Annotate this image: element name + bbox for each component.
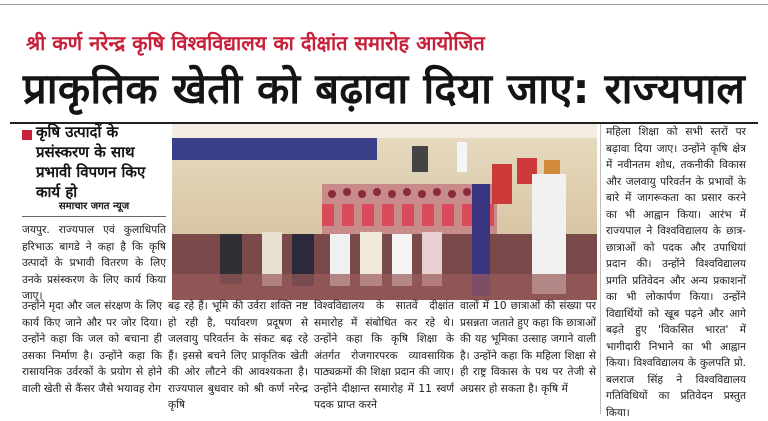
side-title: कृषि उत्पादों के प्रसंस्करण के साथ प्रभावी विपणन किए कार्य हो — [36, 123, 146, 201]
intro-paragraph: जयपुर. राज्यपाल एवं कुलाधिपति हरिभाऊ बागडे ने कहा है कि कृषि उत्पादों के प्रभावी वितरण के लिए उनके प्रसंस्करण के लिए कार्य किया जाए। — [22, 224, 166, 302]
right-column-paragraph: महिला शिक्षा को सभी स्तरों पर बढ़ावा दिया जाए। उन्होंने कृषि क्षेत्र में नवीनतम शोध, तकनीकी विकास और जलवायु परिवर्तन के प्रभावों के बारे में जागरूकता का प्रसार करने का भी आह्वान किया। आरंभ में राज्यपाल ने विश्वविद्यालय के छात्र-छात्राओं को पदक और उपाधियां प्रदान की। उन्होंने विश्वविद्यालय प्रगति प्रतिवेदन और अन्य प्रकाशनों का भी लोकार्पण किया। उन्होंने विद्यार्थियों को खूब पढ़ने और आगे बढ़ते हुए 'विकसित भारत' में भागीदारी निभाने का भी आह्वान किया। विश्वविद्यालय के कुलपति प्रो. बलराज सिंह ने विश्वविद्यालय गतिविधियों का प्रतिवेदन प्रस्तुत किया। — [606, 126, 746, 419]
bullet-square-icon — [22, 130, 32, 140]
column-1-lower — [22, 298, 162, 397]
event-photo — [172, 124, 597, 300]
main-headline: प्राकृतिक खेती को बढ़ावा दिया जाए: राज्यपाल — [22, 64, 746, 113]
col1-lower-paragraph: उन्होंने मृदा और जल संरक्षण के लिए कार्य किए जाने और पर जोर दिया। उन्होंने कहा कि जल को बचाना ही उसका निर्माण है। उन्होंने कहा कि रासायनिक उर्वरकों के प्रयोग से होने वाली खेती से कैंसर जैसे भयावह रोग — [22, 300, 162, 395]
byline: समाचार जगत न्यूज — [58, 201, 130, 212]
top-rule — [0, 4, 768, 5]
column-1-intro — [22, 222, 166, 305]
convocation-photo-illustration — [172, 124, 597, 300]
kicker-headline: श्री कर्ण नरेन्द्र कृषि विश्वविद्यालय का दीक्षांत समारोह आयोजित — [26, 31, 485, 55]
col4-paragraph: वालों में 10 छात्राओं की संख्या पर प्रसन्नता जताते हुए कहा कि छात्राओं की यह भूमिका उत्साह जगाने वाली है। उन्होंने कहा कि महिला शिक्षा से ही राष्ट्र विकास के पथ पर तेजी से अग्रसर हो सकता है। कृषि में — [460, 300, 596, 395]
column-4 — [460, 298, 596, 397]
column-right — [606, 124, 746, 421]
column-2 — [168, 298, 308, 414]
column-3 — [314, 298, 454, 414]
col2-paragraph: बढ़ रहे हैं। भूमि की उर्वरा शक्ति नष्ट हो रही है, पर्यावरण प्रदूषण से जलवायु परिवर्तन के संकट बढ़ रहे हैं। इससे बचने लिए प्राकृतिक खेती की ओर लौटने की आवश्यकता है। राज्यपाल बुधवार को श्री कर्ण नरेन्द्र कृषि — [168, 300, 308, 411]
column-divider — [600, 124, 601, 414]
byline-rule — [22, 216, 166, 217]
col3-paragraph: विश्वविद्यालय के सातवें दीक्षांत समारोह में संबोधित कर रहे थे। उन्होंने कहा कि कृषि शिक्षा के अंतर्गत रोजगारपरक व्यावसायिक पाठ्यक्रमों की शिक्षा प्रदान की जाए। उन्होंने दीक्षान्त समारोह में 11 स्वर्ण पदक प्राप्त करने — [314, 300, 454, 411]
